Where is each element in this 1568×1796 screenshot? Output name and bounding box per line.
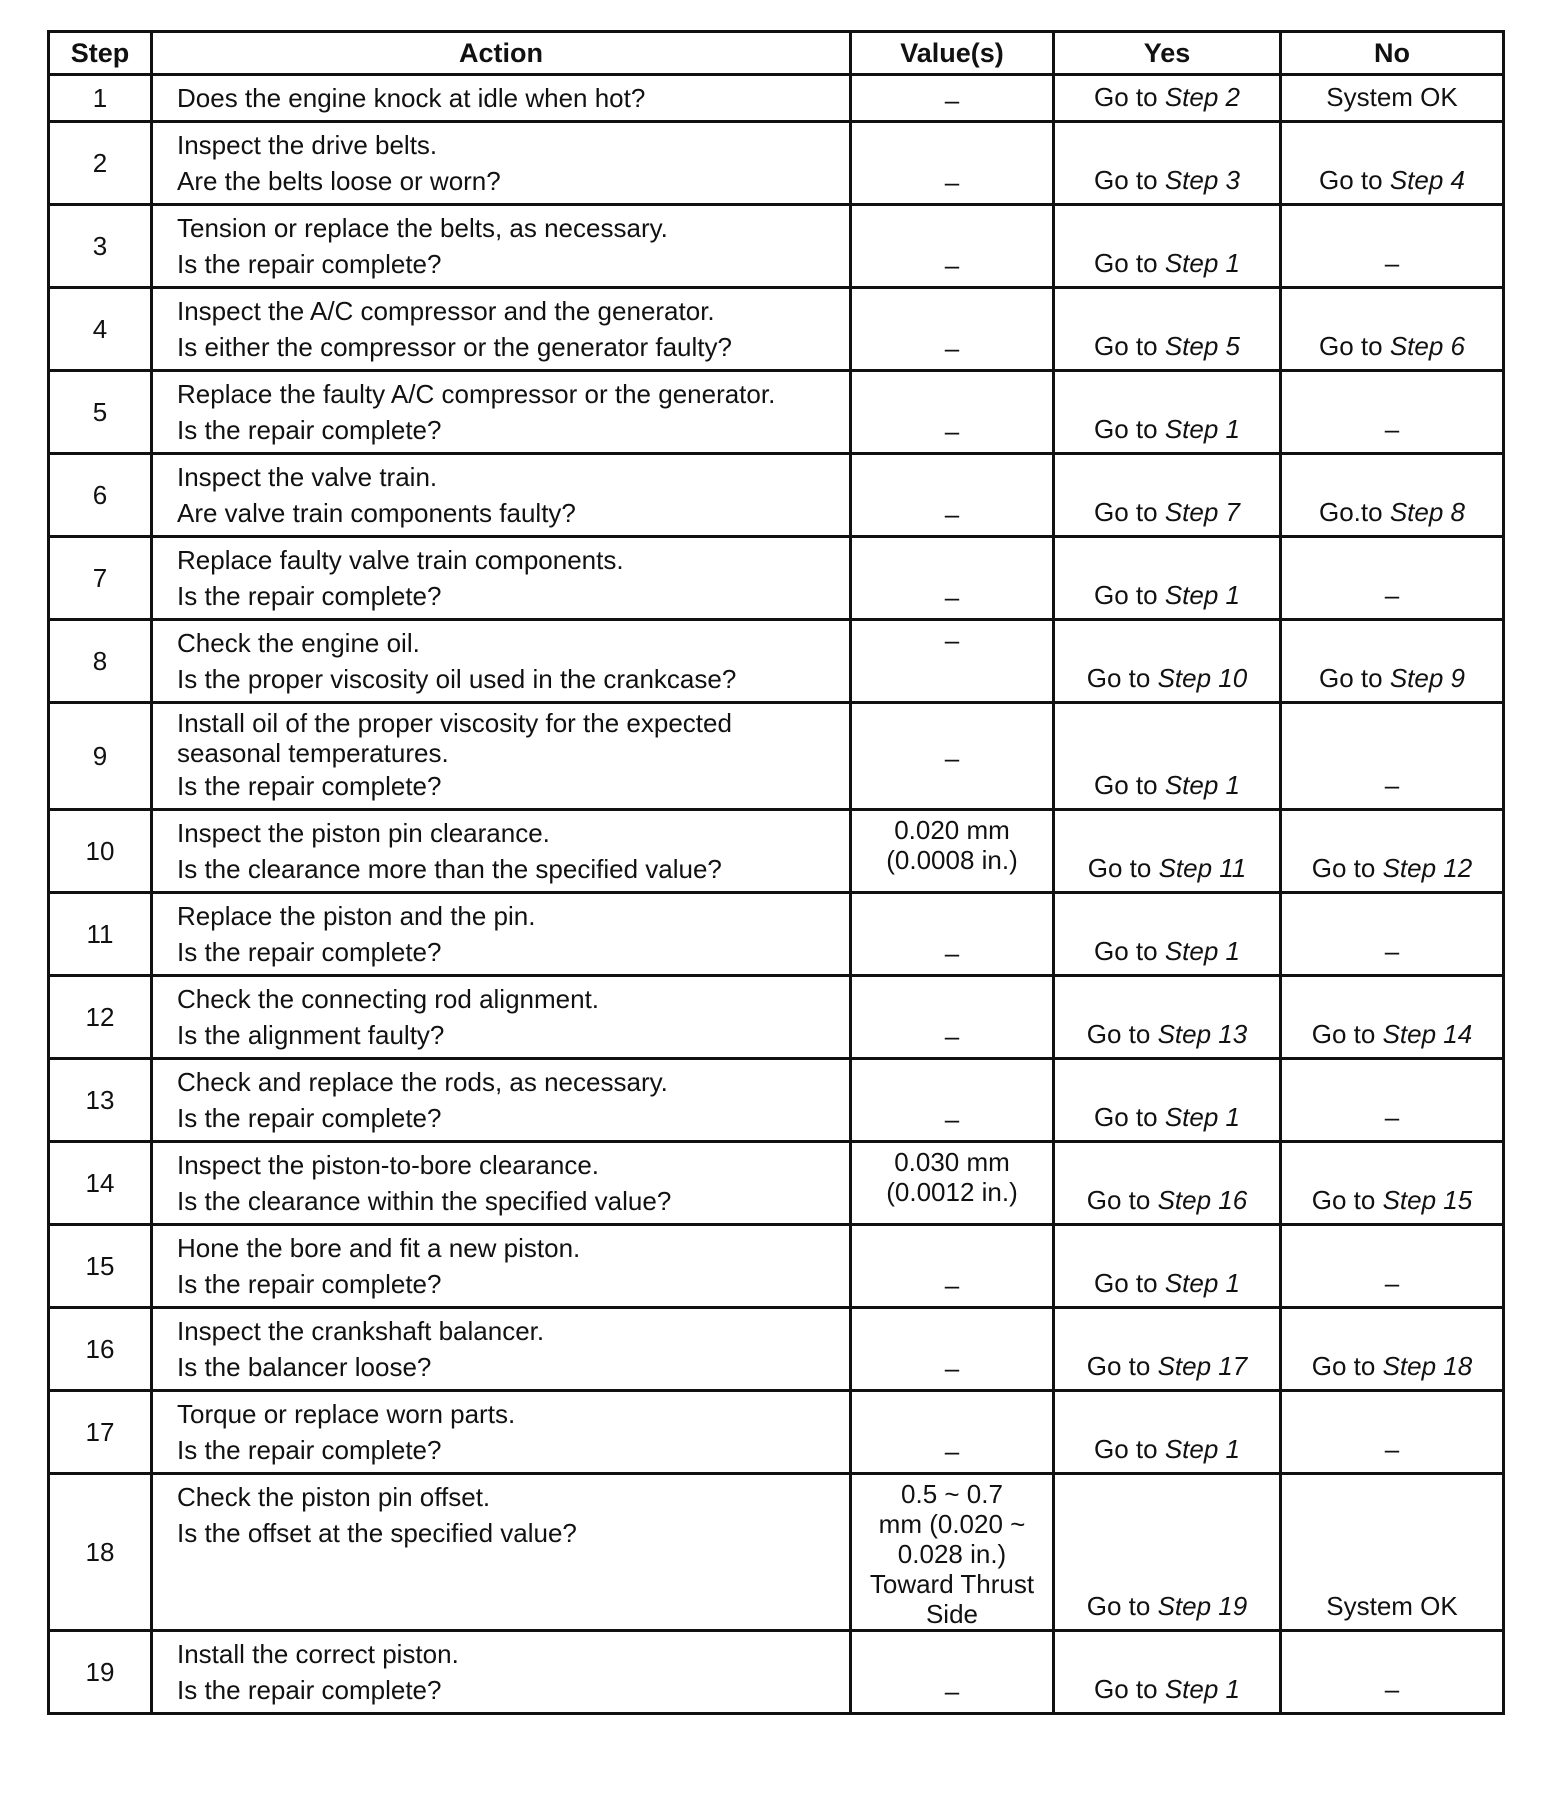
table-row [49, 1225, 1504, 1308]
value-text: – [944, 582, 960, 612]
yes-text: Go to [1094, 248, 1165, 278]
cell-value [851, 454, 1054, 537]
cell-action [152, 1059, 851, 1142]
action-line: Does the engine knock at idle when hot? [177, 83, 646, 113]
no-text: Go to [1311, 1185, 1383, 1215]
value-text: – [944, 167, 960, 197]
yes-text: Go to [1094, 497, 1165, 527]
yes-step-ref: Step 3 [1164, 165, 1240, 195]
cell-step: 15 [49, 1225, 152, 1308]
yes-text: Go to [1094, 936, 1165, 966]
cell-value [851, 1391, 1054, 1474]
no-text: – [1384, 248, 1400, 278]
action-line: Is the offset at the specified value? [177, 1518, 577, 1548]
table-row [49, 288, 1504, 371]
yes-text: Go to [1086, 1591, 1158, 1621]
table-body [49, 75, 1504, 1714]
no-text: Go to [1319, 165, 1390, 195]
yes-step-ref: Step 13 [1157, 1019, 1248, 1049]
yes-step-ref: Step 19 [1157, 1591, 1248, 1621]
header-step: Step [49, 32, 152, 75]
cell-yes [1054, 205, 1281, 288]
table-row [49, 205, 1504, 288]
action-line: Hone the bore and fit a new piston. [177, 1233, 581, 1263]
cell-no [1281, 976, 1504, 1059]
header-yes: Yes [1054, 32, 1281, 75]
cell-step: 1 [49, 75, 152, 122]
no-step-ref: Step 9 [1389, 663, 1465, 693]
no-step-ref: Step 15 [1382, 1185, 1473, 1215]
cell-step: 8 [49, 620, 152, 703]
value-text: – [944, 1021, 960, 1051]
yes-text: Go to [1086, 1351, 1158, 1381]
cell-value [851, 1142, 1054, 1225]
cell-no [1281, 1225, 1504, 1308]
cell-action [152, 1631, 851, 1714]
table-row [49, 1308, 1504, 1391]
cell-step: 17 [49, 1391, 152, 1474]
value-text: – [944, 333, 960, 363]
no-text: Go to [1311, 853, 1383, 883]
no-text: Go to [1311, 1351, 1383, 1381]
cell-step: 9 [49, 703, 152, 810]
no-text: System OK [1326, 82, 1458, 112]
table-row [49, 75, 1504, 122]
action-line: Inspect the A/C compressor and the generator. [177, 296, 715, 326]
yes-step-ref: Step 1 [1164, 936, 1240, 966]
yes-step-ref: Step 17 [1157, 1351, 1248, 1381]
cell-value [851, 1308, 1054, 1391]
cell-no [1281, 1391, 1504, 1474]
value-text: – [944, 1676, 960, 1706]
no-text: Go.to [1319, 497, 1390, 527]
cell-action [152, 1308, 851, 1391]
cell-action [152, 205, 851, 288]
cell-step: 13 [49, 1059, 152, 1142]
table-row [49, 1631, 1504, 1714]
cell-no [1281, 1059, 1504, 1142]
cell-action [152, 703, 851, 810]
action-line: Install the correct piston. [177, 1639, 459, 1669]
value-text: – [944, 625, 960, 655]
table-row [49, 1391, 1504, 1474]
value-text: – [944, 250, 960, 280]
table-row [49, 1059, 1504, 1142]
table-row [49, 703, 1504, 810]
action-line: Check the connecting rod alignment. [177, 984, 600, 1014]
cell-no [1281, 537, 1504, 620]
yes-step-ref: Step 11 [1158, 853, 1247, 883]
no-step-ref: Step 14 [1382, 1019, 1473, 1049]
no-text: – [1384, 1102, 1400, 1132]
cell-action [152, 1142, 851, 1225]
cell-step: 19 [49, 1631, 152, 1714]
cell-yes [1054, 371, 1281, 454]
cell-no [1281, 454, 1504, 537]
yes-text: Go to [1094, 580, 1165, 610]
yes-step-ref: Step 1 [1164, 248, 1240, 278]
yes-text: Go to [1086, 663, 1158, 693]
value-text: – [944, 85, 960, 115]
cell-no [1281, 703, 1504, 810]
cell-value [851, 976, 1054, 1059]
value-text: – [944, 1353, 960, 1383]
action-line: Is the repair complete? [177, 1103, 442, 1133]
cell-no [1281, 205, 1504, 288]
yes-step-ref: Step 7 [1164, 497, 1240, 527]
cell-action [152, 976, 851, 1059]
yes-text: Go to [1094, 1674, 1165, 1704]
cell-action [152, 371, 851, 454]
cell-step: 11 [49, 893, 152, 976]
yes-text: Go to [1094, 1268, 1165, 1298]
action-line: Torque or replace worn parts. [177, 1399, 516, 1429]
header-action: Action [152, 32, 851, 75]
no-step-ref: Step 6 [1389, 331, 1465, 361]
no-step-ref: Step 8 [1389, 497, 1465, 527]
table-row [49, 537, 1504, 620]
cell-value [851, 810, 1054, 893]
action-line: Inspect the crankshaft balancer. [177, 1316, 545, 1346]
action-line: Is the proper viscosity oil used in the crankcase? [177, 664, 737, 694]
cell-no [1281, 288, 1504, 371]
action-line: Is the repair complete? [177, 1675, 442, 1705]
cell-yes [1054, 976, 1281, 1059]
cell-no [1281, 1474, 1504, 1631]
table-row [49, 810, 1504, 893]
yes-text: Go to [1094, 82, 1165, 112]
value-text: – [944, 416, 960, 446]
yes-step-ref: Step 1 [1164, 580, 1240, 610]
yes-text: Go to [1086, 1185, 1158, 1215]
value-text: 0.030 mm (0.0012 in.) [886, 1147, 1018, 1207]
action-line: Is the repair complete? [177, 249, 442, 279]
table-row [49, 893, 1504, 976]
yes-step-ref: Step 1 [1164, 770, 1240, 800]
cell-value [851, 288, 1054, 371]
cell-yes [1054, 1391, 1281, 1474]
no-text: – [1384, 414, 1400, 444]
no-text: – [1384, 1674, 1400, 1704]
yes-text: Go to [1094, 1434, 1165, 1464]
cell-yes [1054, 620, 1281, 703]
cell-yes [1054, 703, 1281, 810]
table-row [49, 620, 1504, 703]
action-line: Inspect the piston pin clearance. [177, 818, 550, 848]
action-line: Install oil of the proper viscosity for the expected [177, 708, 732, 738]
cell-value [851, 620, 1054, 703]
no-step-ref: Step 12 [1382, 853, 1473, 883]
cell-value [851, 537, 1054, 620]
cell-no [1281, 75, 1504, 122]
yes-step-ref: Step 5 [1164, 331, 1240, 361]
no-text: – [1384, 580, 1400, 610]
action-line: Is the repair complete? [177, 1269, 442, 1299]
action-line: Is the repair complete? [177, 937, 442, 967]
yes-step-ref: Step 1 [1164, 1434, 1240, 1464]
cell-value [851, 893, 1054, 976]
action-line: Check the engine oil. [177, 628, 420, 658]
cell-step: 14 [49, 1142, 152, 1225]
cell-no [1281, 1631, 1504, 1714]
yes-text: Go to [1094, 331, 1165, 361]
yes-step-ref: Step 1 [1164, 414, 1240, 444]
value-text: – [944, 1436, 960, 1466]
no-text: – [1384, 1268, 1400, 1298]
action-line: Is the alignment faulty? [177, 1020, 445, 1050]
yes-text: Go to [1086, 1019, 1158, 1049]
cell-value [851, 1225, 1054, 1308]
cell-yes [1054, 122, 1281, 205]
cell-action [152, 454, 851, 537]
header-no: No [1281, 32, 1504, 75]
cell-yes [1054, 1308, 1281, 1391]
no-text: – [1384, 936, 1400, 966]
cell-no [1281, 620, 1504, 703]
cell-action [152, 810, 851, 893]
cell-step: 4 [49, 288, 152, 371]
action-line: Are valve train components faulty? [177, 498, 576, 528]
no-step-ref: Step 4 [1389, 165, 1465, 195]
cell-yes [1054, 75, 1281, 122]
action-line: Is the repair complete? [177, 581, 442, 611]
no-text: – [1384, 770, 1400, 800]
cell-no [1281, 1308, 1504, 1391]
value-text: – [944, 938, 960, 968]
cell-no [1281, 893, 1504, 976]
cell-value [851, 122, 1054, 205]
action-line: Check and replace the rods, as necessary. [177, 1067, 668, 1097]
table-row [49, 122, 1504, 205]
yes-step-ref: Step 10 [1157, 663, 1248, 693]
yes-text: Go to [1094, 1102, 1165, 1132]
cell-yes [1054, 1142, 1281, 1225]
cell-action [152, 1225, 851, 1308]
cell-yes [1054, 810, 1281, 893]
action-line: seasonal temperatures. [177, 738, 449, 768]
cell-step: 10 [49, 810, 152, 893]
no-text: Go to [1319, 663, 1390, 693]
action-line: Are the belts loose or worn? [177, 166, 501, 196]
value-text: – [944, 1104, 960, 1134]
cell-value [851, 371, 1054, 454]
cell-action [152, 537, 851, 620]
yes-text: Go to [1094, 165, 1165, 195]
cell-step: 5 [49, 371, 152, 454]
yes-text: Go to [1094, 770, 1165, 800]
cell-yes [1054, 537, 1281, 620]
cell-step: 16 [49, 1308, 152, 1391]
action-line: Is the clearance within the specified value? [177, 1186, 672, 1216]
cell-step: 3 [49, 205, 152, 288]
action-line: Is either the compressor or the generator faulty? [177, 332, 732, 362]
cell-yes [1054, 1631, 1281, 1714]
cell-yes [1054, 1474, 1281, 1631]
cell-value [851, 75, 1054, 122]
table-row [49, 1474, 1504, 1631]
cell-step: 7 [49, 537, 152, 620]
yes-step-ref: Step 2 [1164, 82, 1240, 112]
cell-value [851, 1059, 1054, 1142]
cell-yes [1054, 893, 1281, 976]
cell-step: 18 [49, 1474, 152, 1631]
cell-yes [1054, 1225, 1281, 1308]
action-line: Check the piston pin offset. [177, 1482, 491, 1512]
cell-no [1281, 1142, 1504, 1225]
yes-step-ref: Step 16 [1157, 1185, 1248, 1215]
value-text: – [944, 743, 960, 773]
cell-yes [1054, 288, 1281, 371]
no-text: System OK [1326, 1591, 1458, 1621]
action-line: Is the repair complete? [177, 771, 442, 801]
value-text: 0.020 mm (0.0008 in.) [886, 815, 1018, 875]
cell-value [851, 1631, 1054, 1714]
value-text: 0.5 ~ 0.7 mm (0.020 ~ 0.028 in.) Toward Thrust Side [869, 1479, 1035, 1629]
action-line: Replace faulty valve train components. [177, 545, 624, 575]
cell-yes [1054, 454, 1281, 537]
cell-step: 12 [49, 976, 152, 1059]
action-line: Is the clearance more than the specified value? [177, 854, 722, 884]
cell-value [851, 205, 1054, 288]
cell-action [152, 893, 851, 976]
cell-action [152, 620, 851, 703]
diagnostic-table [47, 30, 1505, 1715]
cell-value [851, 703, 1054, 810]
cell-no [1281, 810, 1504, 893]
cell-value [851, 1474, 1054, 1631]
cell-action [152, 75, 851, 122]
action-line: Is the repair complete? [177, 1435, 442, 1465]
no-text: Go to [1311, 1019, 1383, 1049]
value-text: – [944, 1270, 960, 1300]
action-line: Replace the faulty A/C compressor or the generator. [177, 379, 776, 409]
action-line: Replace the piston and the pin. [177, 901, 536, 931]
table-row [49, 371, 1504, 454]
no-text: Go to [1319, 331, 1390, 361]
header-row [49, 32, 1504, 75]
action-line: Inspect the valve train. [177, 462, 438, 492]
yes-step-ref: Step 1 [1164, 1268, 1240, 1298]
table-row [49, 976, 1504, 1059]
yes-text: Go to [1087, 853, 1159, 883]
value-text: – [944, 499, 960, 529]
action-line: Is the balancer loose? [177, 1352, 432, 1382]
cell-action [152, 1391, 851, 1474]
cell-step: 6 [49, 454, 152, 537]
table-row [49, 1142, 1504, 1225]
cell-action [152, 1474, 851, 1631]
cell-action [152, 122, 851, 205]
cell-no [1281, 371, 1504, 454]
yes-step-ref: Step 1 [1164, 1674, 1240, 1704]
yes-step-ref: Step 1 [1164, 1102, 1240, 1132]
header-value: Value(s) [851, 32, 1054, 75]
action-line: Inspect the piston-to-bore clearance. [177, 1150, 600, 1180]
table-row [49, 454, 1504, 537]
cell-step: 2 [49, 122, 152, 205]
action-line: Is the repair complete? [177, 415, 442, 445]
no-text: – [1384, 1434, 1400, 1464]
cell-yes [1054, 1059, 1281, 1142]
yes-text: Go to [1094, 414, 1165, 444]
action-line: Tension or replace the belts, as necessary. [177, 213, 668, 243]
no-step-ref: Step 18 [1382, 1351, 1473, 1381]
action-line: Inspect the drive belts. [177, 130, 438, 160]
cell-action [152, 288, 851, 371]
cell-no [1281, 122, 1504, 205]
